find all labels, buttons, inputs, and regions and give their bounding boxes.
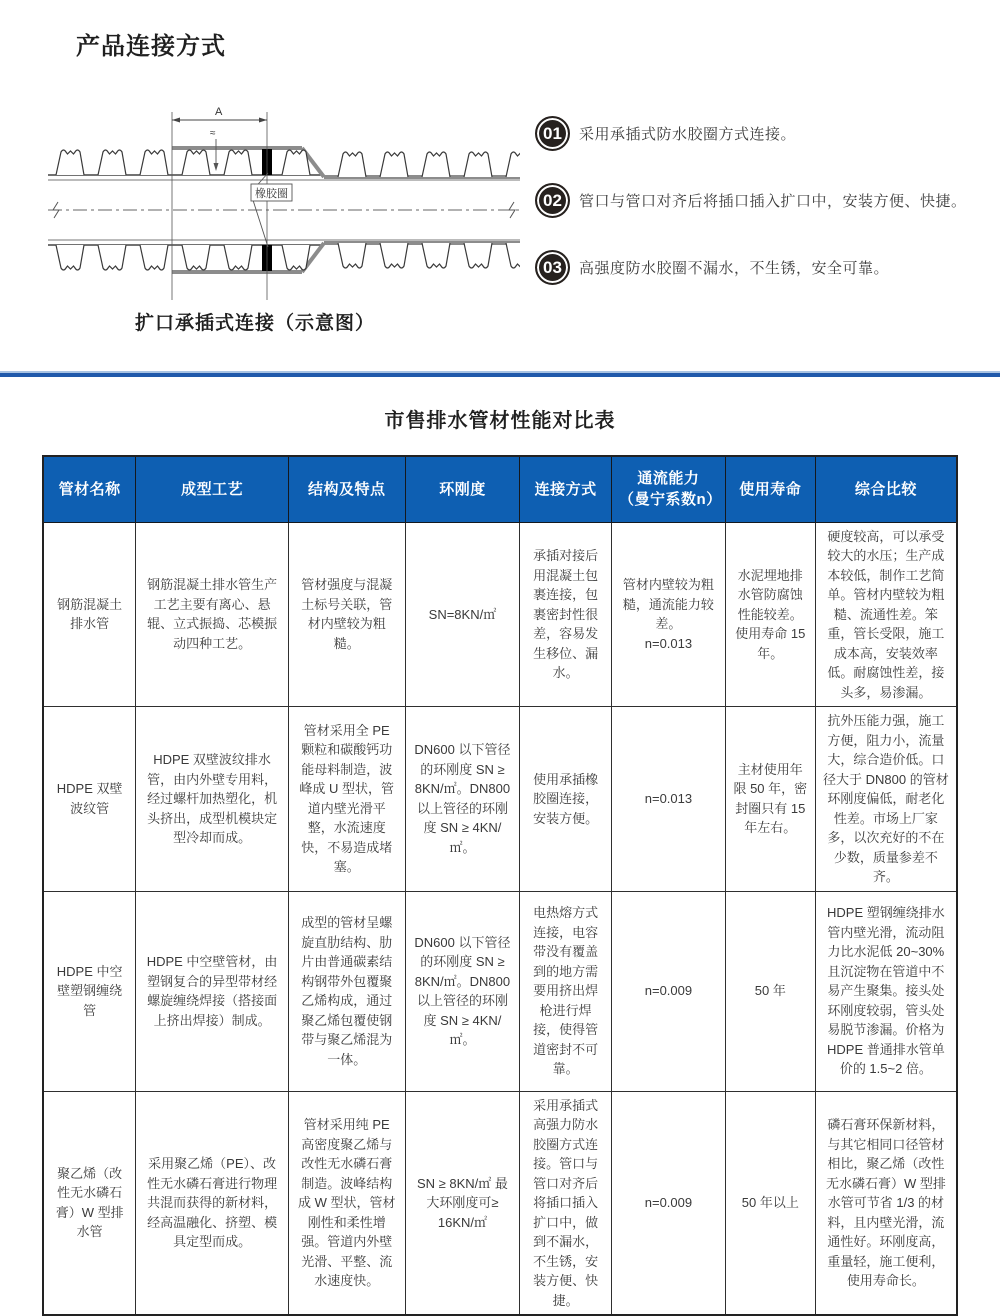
cell-structure: 管材采用纯 PE 高密度聚乙烯与改性无水磷石膏制造。波峰结构成 W 型状，管材刚性和柔性增强。管道内外壁光滑、平整、流水速度快。 [288,1091,405,1315]
cell-process: HDPE 双壁波纹排水管，由内外壁专用料，经过螺杆加热塑化，机头挤出，成型机模块定型冷却而成。 [136,707,289,892]
cell-process: 钢筋混凝土排水管生产工艺主要有离心、悬辊、立式振捣、芯模振动四种工艺。 [136,522,289,707]
connection-diagram [48,98,520,308]
cell-structure: 管材采用全 PE 颗粒和碳酸钙功能母料制造，波峰成 U 型状，管道内壁光滑平整，水流速度快，不易造成堵塞。 [288,707,405,892]
cell-connection: 电热熔方式连接，电容带没有覆盖到的地方需要用挤出焊枪进行焊接，使得管道密封不可靠。 [520,891,612,1091]
column-header-flow: 通流能力 （曼宁系数n） [612,456,726,522]
cell-process: HDPE 中空壁管材，由塑钢复合的异型带材经螺旋缠绕焊接（搭接面上挤出焊接）制成。 [136,891,289,1091]
point-text: 管口与管口对齐后将插口插入扩口中，安装方便、快捷。 [579,193,967,210]
table-row-concrete-pipe [43,522,957,707]
connection-points-list [535,116,990,317]
cell-stiffness: SN=8KN/㎡ [405,522,520,707]
cell-stiffness: DN600 以下管径的环刚度 SN ≥ 8KN/㎡。DN800 以上管径的环刚度 SN ≥ 4KN/㎡。 [405,707,520,892]
pipe-joint-drawing [48,98,520,308]
column-header-process: 成型工艺 [136,456,289,522]
cell-pipe-name: HDPE 双壁波纹管 [43,707,136,892]
numbered-point-3 [535,250,990,285]
cell-pipe-name: HDPE 中空壁塑钢缠绕管 [43,891,136,1091]
cell-comparison: HDPE 塑钢缠绕排水管内壁光滑，流动阻力比水泥低 20~30% 且沉淀物在管道中不易产生聚集。接头处环刚度较弱，管头处易脱节渗漏。价格为 HDPE 普通排水管单价的 1.5~2 倍。 [815,891,957,1091]
cell-comparison: 硬度较高，可以承受较大的水压；生产成本较低，制作工艺简单。管材内壁较为粗糙、流通性差。笨重，管长受限，施工成本高，安装效率低。耐腐蚀性差，接头多，易渗漏。 [815,522,957,707]
diagram-caption: 扩口承插式连接（示意图） [135,313,376,334]
cell-flow: n=0.009 [612,891,726,1091]
numbered-point-1 [535,116,990,151]
cell-flow: 管材内壁较为粗糙，通流能力较差。 n=0.013 [612,522,726,707]
column-header-stiffness: 环刚度 [405,456,520,522]
break-mark-left [53,202,59,218]
point-text: 采用承插式防水胶圈方式连接。 [579,126,797,143]
cell-flow: n=0.013 [612,707,726,892]
corrugations-top [56,150,520,177]
point-number-badge: 02 [535,183,570,218]
column-header-structure: 结构及特点 [288,456,405,522]
cell-process: 采用聚乙烯（PE）、改性无水磷石膏进行物理共混而获得的新材料，经高温融化、挤塑、模具定型而成。 [136,1091,289,1315]
cell-stiffness: DN600 以下管径的环刚度 SN ≥ 8KN/㎡。DN800 以上管径的环刚度 SN ≥ 4KN/㎡。 [405,891,520,1091]
numbered-point-2 [535,183,990,218]
cell-stiffness: SN ≥ 8KN/㎡ 最大环刚度可≥ 16KN/㎡ [405,1091,520,1315]
column-header-lifespan: 使用寿命 [725,456,815,522]
approx-mark: ≈ [210,128,216,139]
page-title: 产品连接方式 [76,33,226,60]
cell-flow: n=0.009 [612,1091,726,1315]
cell-structure: 管材强度与混凝土标号关联，管材内壁较为粗糙。 [288,522,405,707]
cell-connection: 采用承插式高强力防水胶圈方式连接。管口与管口对齐后将插口插入扩口中，做到不漏水，不生锈，安装方便、快捷。 [520,1091,612,1315]
point-number-badge: 03 [535,250,570,285]
cell-lifespan: 主材使用年限 50 年，密封圈只有 15 年左右。 [725,707,815,892]
cell-lifespan: 50 年以上 [725,1091,815,1315]
cell-pipe-name: 钢筋混凝土排水管 [43,522,136,707]
dimension-A-label: A [215,106,223,118]
column-header-comparison: 综合比较 [815,456,957,522]
point-text: 高强度防水胶圈不漏水，不生锈，安全可靠。 [579,260,890,277]
column-header-name: 管材名称 [43,456,136,522]
cell-comparison: 磷石膏环保新材料，与其它相同口径管材相比，聚乙烯（改性无水磷石膏）W 型排水管可节省 1/3 的材料，且内壁光滑，流通性好。环刚度高，重量轻，施工便利，使用寿命长。 [815,1091,957,1315]
cell-lifespan: 50 年 [725,891,815,1091]
table-title: 市售排水管材性能对比表 [384,410,616,432]
cell-connection: 承插对接后用混凝土包裹连接，包裹密封性很差，容易发生移位、漏水。 [520,522,612,707]
cell-connection: 使用承插橡胶圈连接，安装方便。 [520,707,612,892]
table-row-hdpe-steel-wound-pipe [43,891,957,1091]
table-row-hdpe-corrugated-pipe [43,707,957,892]
cell-lifespan: 水泥埋地排水管防腐蚀性能较差。使用寿命 15 年。 [725,522,815,707]
cell-comparison: 抗外压能力强，施工方便，阻力小，流量大，综合造价低。口径大于 DN800 的管材环刚度偏低，耐老化性差。市场上厂家多，以次充好的不在少数，质量参差不齐。 [815,707,957,892]
pipe-comparison-table [42,455,958,1316]
column-header-connection: 连接方式 [520,456,612,522]
table-row-pe-gypsum-w-pipe [43,1091,957,1315]
section-divider [0,371,1000,377]
cell-structure: 成型的管材呈螺旋直肋结构、肋片由普通碳素结构钢带外包覆聚乙烯构成，通过聚乙烯包覆使钢带与聚乙烯混为一体。 [288,891,405,1091]
rubber-ring-label: 橡胶圈 [255,188,288,200]
break-mark-right [509,202,515,218]
corrugations-bottom [56,243,520,270]
header-row [43,456,957,522]
point-number-badge: 01 [535,116,570,151]
cell-pipe-name: 聚乙烯（改性无水磷石膏）W 型排水管 [43,1091,136,1315]
